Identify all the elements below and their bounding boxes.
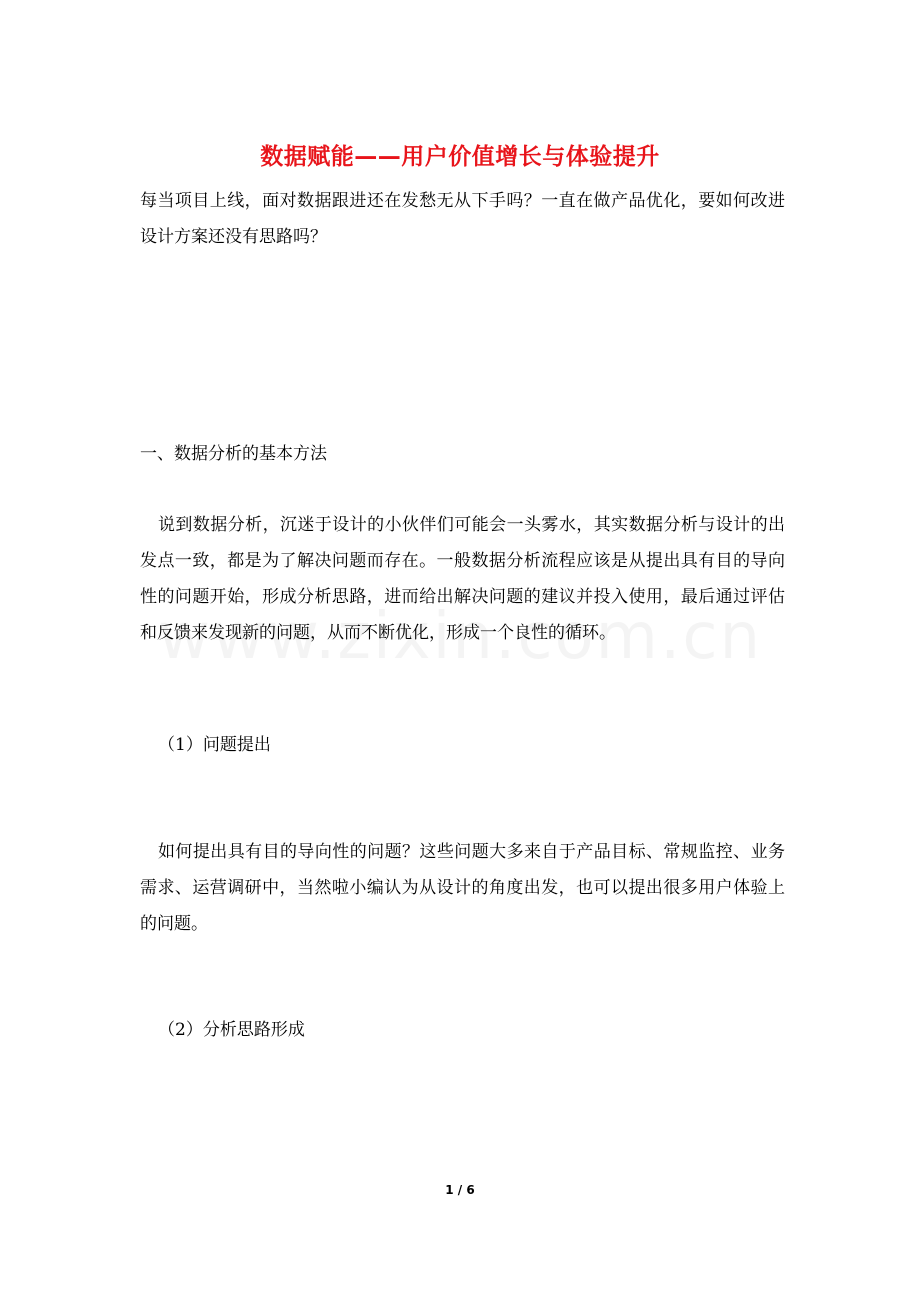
- subheading-paragraph: 如何提出具有目的导向性的问题？这些问题大多来自于产品目标、常规监控、业务需求、运营调研中，当然啦小编认为从设计的角度出发，也可以提出很多用户体验上的问题。: [140, 842, 785, 934]
- section-paragraph: 说到数据分析，沉迷于设计的小伙伴们可能会一头雾水，其实数据分析与设计的出发点一致，都是为了解决问题而存在。一般数据分析流程应该是从提出具有目的导向性的问题开始，形成分析思路，进而给出解决问题的建议并投入使用，最后通过评估和反馈来发现新的问题，从而不断优化，形成一个良性的循环。: [140, 515, 785, 643]
- document-title: 数据赋能——用户价值增长与体验提升: [260, 144, 660, 170]
- section-heading: 一、数据分析的基本方法: [140, 444, 327, 464]
- subheading-analysis: （2）分析思路形成: [158, 1020, 305, 1040]
- intro-paragraph: 每当项目上线，面对数据跟进还在发愁无从下手吗？一直在做产品优化，要如何改进设计方案还没有思路吗？: [140, 191, 785, 247]
- page-number: 1 / 6: [445, 1183, 475, 1197]
- subheading-problem: （1）问题提出: [158, 735, 271, 755]
